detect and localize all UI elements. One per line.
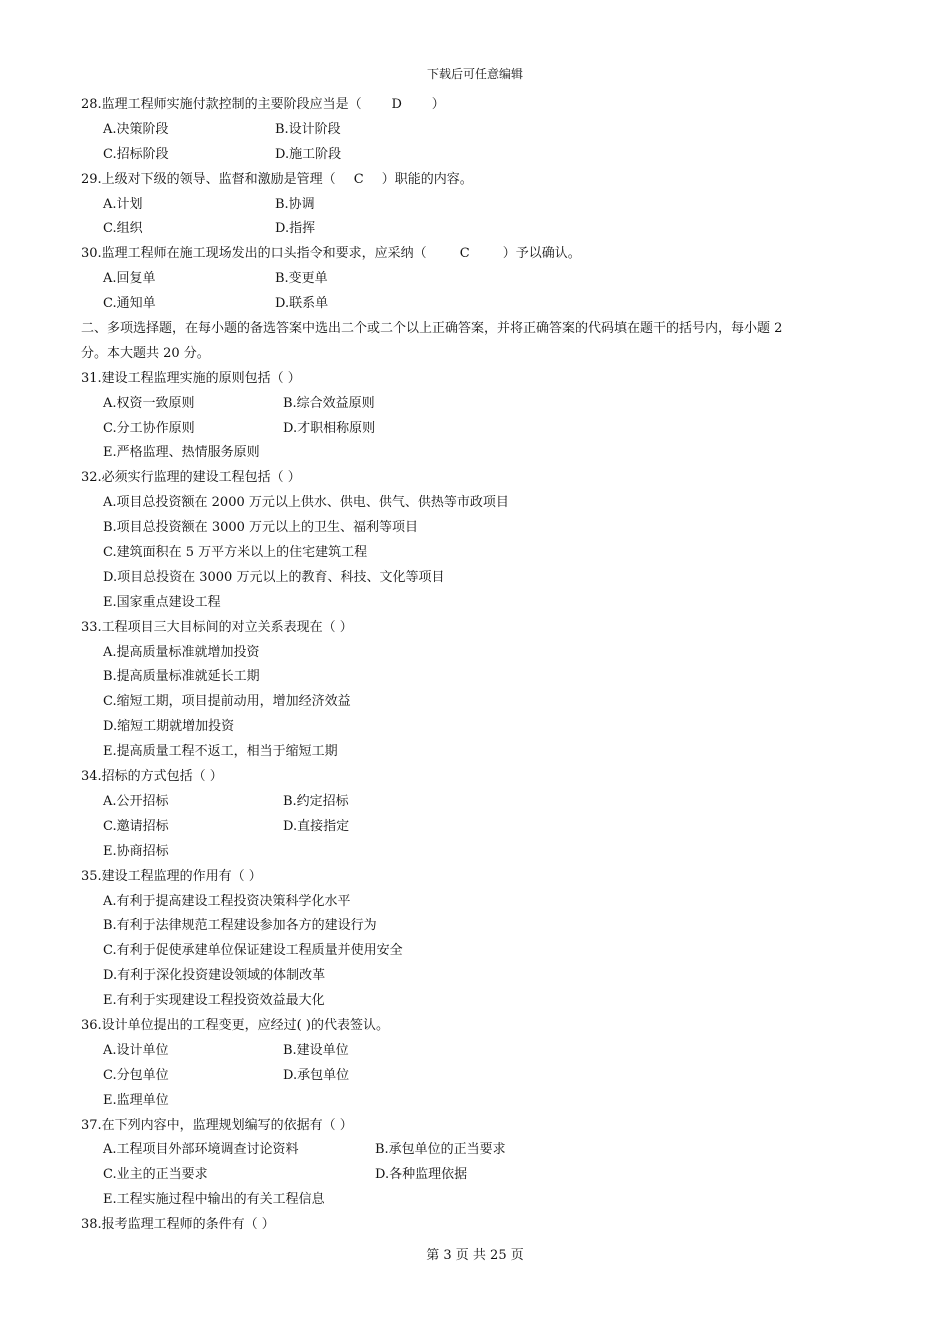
option-33-e: E.提高质量工程不返工，相当于缩短工期 [103,744,338,760]
option-28-d: D.施工阶段 [275,146,342,162]
question-34-options-row [0,790,950,815]
option-31-b: B.综合效益原则 [283,395,375,411]
question-35-option-row [0,914,950,939]
question-35-option-row [0,989,950,1014]
option-33-b: B.提高质量标准就延长工期 [103,669,260,685]
question-32-stem: 32.必须实行监理的建设工程包括（ ） [81,470,301,486]
question-31-options-row [0,392,950,417]
question-33-option-row [0,715,950,740]
question-33-stem: 33.工程项目三大目标间的对立关系表现在（ ） [81,619,353,635]
option-34-e: E.协商招标 [103,843,169,859]
question-28-options-row [0,143,950,168]
option-30-b: B.变更单 [275,271,328,287]
option-35-b: B.有利于法律规范工程建设参加各方的建设行为 [103,918,377,934]
question-36-options-row [0,1064,950,1089]
option-36-a: A.设计单位 [103,1042,169,1058]
question-32-option-row [0,566,950,591]
option-32-c: C.建筑面积在 5 万平方米以上的住宅建筑工程 [103,545,368,561]
option-32-a: A.项目总投资额在 2000 万元以上供水、供电、供气、供热等市政项目 [103,495,509,511]
question-32-option-row [0,541,950,566]
option-37-d: D.各种监理依据 [375,1167,468,1183]
question-31-options-row [0,441,950,466]
option-37-e: E.工程实施过程中输出的有关工程信息 [103,1192,325,1208]
option-32-d: D.项目总投资在 3000 万元以上的教育、科技、文化等项目 [103,569,445,585]
question-30-options-row [0,292,950,317]
option-36-b: B.建设单位 [283,1042,349,1058]
option-37-a: A.工程项目外部环境调查讨论资料 [103,1142,299,1158]
option-34-a: A.公开招标 [103,793,169,809]
question-33-option-row [0,641,950,666]
question-37-stem: 37.在下列内容中，监理规划编写的依据有（ ） [81,1117,353,1133]
question-29-stem: 29.上级对下级的领导、监督和激励是管理（ C ）职能的内容。 [0,168,950,193]
question-36-options-row [0,1039,950,1064]
question-37-options-row [0,1163,950,1188]
option-34-c: C.邀请招标 [103,818,169,834]
page-footer: 第 3 页 共 25 页 [426,1248,524,1263]
option-28-a: A.决策阶段 [103,121,169,137]
option-36-d: D.承包单位 [283,1067,350,1083]
option-31-c: C.分工协作原则 [103,420,195,436]
option-31-a: A.权资一致原则 [103,395,195,411]
answer-28: D [391,97,402,112]
option-35-c: C.有利于促使承建单位保证建设工程质量并使用安全 [103,943,403,959]
option-30-d: D.联系单 [275,296,329,312]
question-38-stem: 38.报考监理工程师的条件有（ ） [81,1217,275,1233]
option-32-b: B.项目总投资额在 3000 万元以上的卫生、福利等项目 [103,520,419,536]
option-35-e: E.有利于实现建设工程投资效益最大化 [103,993,325,1009]
question-37-options-row [0,1188,950,1213]
option-36-e: E.监理单位 [103,1092,169,1108]
question-30-options-row [0,267,950,292]
question-34-options-row [0,840,950,865]
option-33-a: A.提高质量标准就增加投资 [103,644,260,660]
option-31-d: D.才职相称原则 [283,420,376,436]
section-2-instructions: 二、多项选择题，在每小题的备选答案中选出二个或二个以上正确答案，并将正确答案的代码填在题干的括号内，每小题 2 [81,321,783,337]
answer-30: C [459,246,470,262]
section-2-instructions-cont: 分。本大题共 20 分。 [81,345,210,361]
option-37-b: B.承包单位的正当要求 [375,1142,506,1158]
option-28-b: B.设计阶段 [275,121,341,137]
option-29-d: D.指挥 [275,221,316,237]
option-35-a: A.有利于提高建设工程投资决策科学化水平 [103,893,351,909]
question-33-option-row [0,740,950,765]
question-32-option-row [0,491,950,516]
option-29-a: A.计划 [103,196,143,212]
option-34-d: D.直接指定 [283,818,350,834]
page-header: 下载后可任意编辑 [426,67,523,81]
question-35-option-row [0,890,950,915]
question-35-option-row [0,964,950,989]
option-32-e: E.国家重点建设工程 [103,594,221,610]
option-28-c: C.招标阶段 [103,146,169,162]
option-35-d: D.有利于深化投资建设领域的体制改革 [103,968,326,984]
question-30-stem: 30.监理工程师在施工现场发出的口头指令和要求，应采纳（ C ）予以确认。 [0,242,950,267]
option-29-c: C.组织 [103,221,143,237]
question-29-options-row [0,217,950,242]
question-33-option-row [0,665,950,690]
question-34-stem: 34.招标的方式包括（ ） [81,769,223,785]
option-31-e: E.严格监理、热情服务原则 [103,445,260,461]
question-35-stem: 35.建设工程监理的作用有（ ） [81,868,262,884]
option-33-d: D.缩短工期就增加投资 [103,719,235,735]
question-36-options-row [0,1089,950,1114]
question-36-stem: 36.设计单位提出的工程变更，应经过( )的代表签认。 [81,1017,389,1033]
option-30-c: C.通知单 [103,296,156,312]
question-32-option-row [0,516,950,541]
question-32-option-row [0,591,950,616]
question-31-options-row [0,417,950,442]
question-37-options-row [0,1138,950,1163]
question-34-options-row [0,815,950,840]
option-34-b: B.约定招标 [283,793,349,809]
question-31-stem: 31.建设工程监理实施的原则包括（ ） [81,370,301,386]
option-33-c: C.缩短工期，项目提前动用，增加经济效益 [103,694,351,710]
question-35-option-row [0,939,950,964]
option-37-c: C.业主的正当要求 [103,1167,208,1183]
option-36-c: C.分包单位 [103,1067,169,1083]
answer-29: C [353,171,364,187]
question-33-option-row [0,690,950,715]
exam-content [0,93,950,1238]
question-28-options-row [0,118,950,143]
option-30-a: A.回复单 [103,271,156,287]
question-29-options-row [0,193,950,218]
option-29-b: B.协调 [275,196,315,212]
question-28-stem: 28.监理工程师实施付款控制的主要阶段应当是（ D ） [0,93,950,118]
